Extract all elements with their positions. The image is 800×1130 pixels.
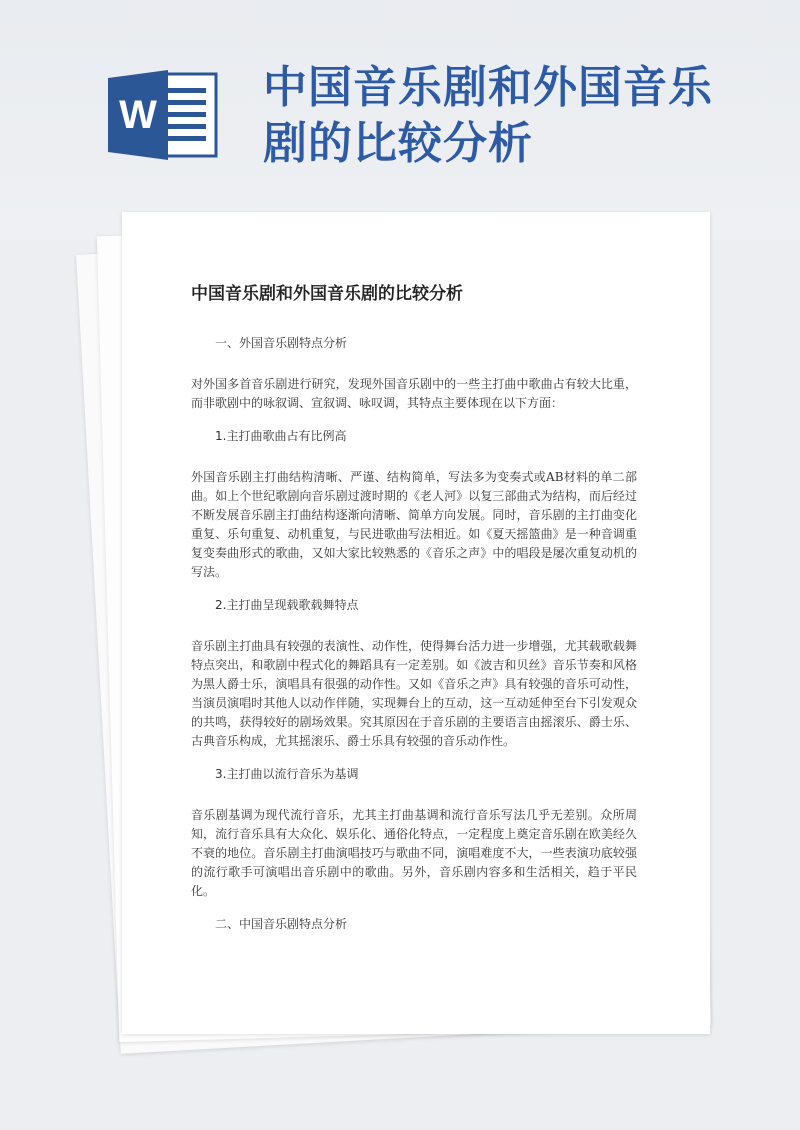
section-heading-1: 一、外国音乐剧特点分析: [215, 336, 348, 350]
document-title: 中国音乐剧和外国音乐剧的比较分析: [191, 284, 463, 304]
banner-title-line-2: 剧的比较分析: [263, 118, 533, 169]
paragraph-2: 音乐剧主打曲具有较强的表演性、动作性，使得舞台活力进一步增强，尤其载歌载舞特点突出，和歌剧中程式化的舞蹈具有一定差别。如《波吉和贝丝》音乐节奏和风格为黑人爵士乐，演唱具有很强的动作性。又如《音乐之声》具有较强的音乐可动性，当演员演唱时其他人以动作伴随，实现舞台上的互动，这一互动延伸至台下引发观众的共鸣，获得较好的剧场效果。究其原因在于音乐剧的主要语言由摇滚乐、爵士乐、古典音乐构成，尤其摇滚乐、爵士乐具有较强的音乐动作性。: [191, 639, 637, 748]
word-letter: W: [119, 93, 157, 137]
paragraph-1: 外国音乐剧主打曲结构清晰、严谨、结构简单，写法多为变奏式或AB材料的单二部曲。如上个世纪歌剧向音乐剧过渡时期的《老人河》以复三部曲式为结构，而后经过不断发展音乐剧主打曲结构逐渐向清晰、简单方向发展。同时，音乐剧的主打曲变化重复、乐句重复、动机重复，与民进歌曲写法相近。如《夏天摇篮曲》是一种音调重复变奏曲形式的歌曲，又如大家比较熟悉的《音乐之声》中的唱段是屡次重复动机的写法。: [191, 470, 637, 579]
subheading-3: 3.主打曲以流行音乐为基调: [215, 767, 359, 781]
banner-title-line-1: 中国音乐剧和外国音乐: [263, 62, 713, 113]
subheading-2: 2.主打曲呈现载歌载舞特点: [215, 598, 359, 612]
word-icon: [108, 70, 220, 160]
banner-title: [263, 60, 733, 172]
paragraph-3: 音乐剧基调为现代流行音乐，尤其主打曲基调和流行音乐写法几乎无差别。众所周知，流行音乐具有大众化、娱乐化、通俗化特点，一定程度上奠定音乐剧在欧美经久不衰的地位。音乐剧主打曲演唱技巧与歌曲不同，演唱难度不大，一些表演功底较强的流行歌手可演唱出音乐剧中的歌曲。另外，音乐剧内容多和生活相关，趋于平民化。: [191, 808, 637, 898]
subheading-1: 1.主打曲歌曲占有比例高: [215, 429, 347, 443]
document-content: [191, 282, 637, 956]
section-heading-2: 二、中国音乐剧特点分析: [215, 917, 348, 931]
intro-paragraph: 对外国多首音乐剧进行研究，发现外国音乐剧中的一些主打曲中歌曲占有较大比重，而非歌剧中的咏叙调、宣叙调、咏叹调，其特点主要体现在以下方面：: [191, 377, 637, 410]
